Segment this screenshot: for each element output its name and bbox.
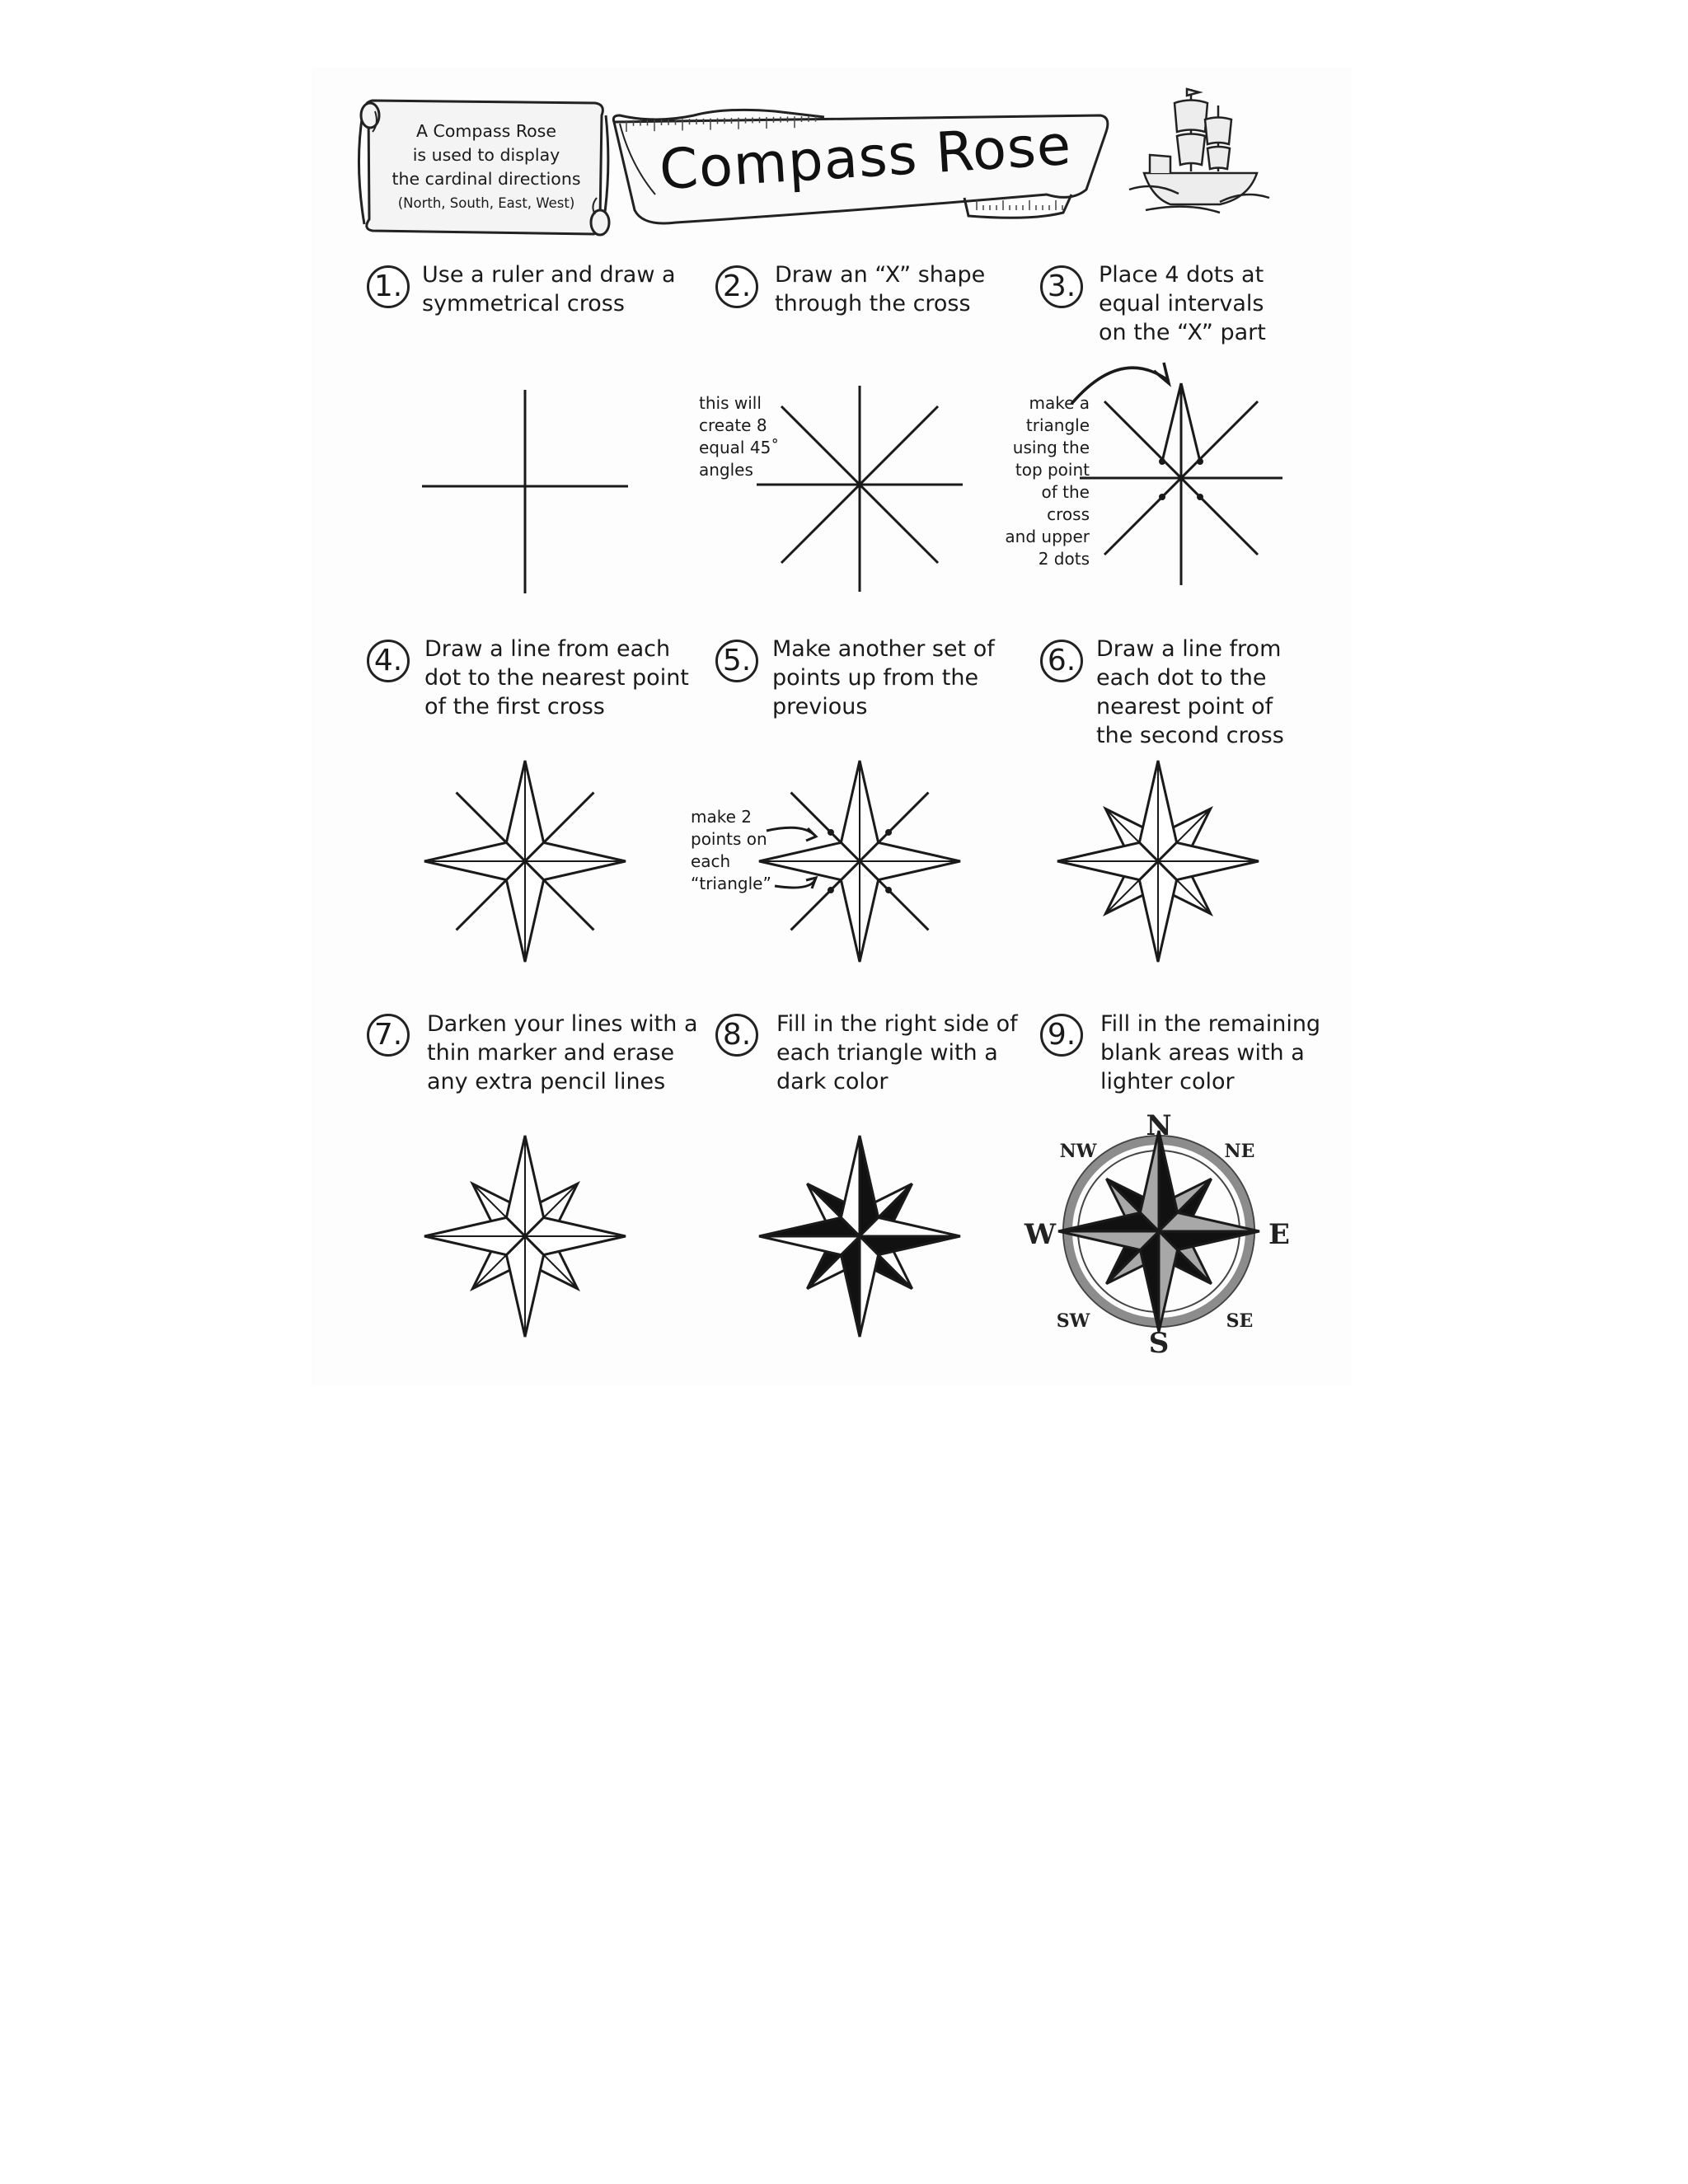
step-line: symmetrical cross [422,291,625,316]
direction-sw: SW [1056,1310,1090,1332]
note-line: create 8 [699,415,767,435]
step4-star [424,761,626,962]
direction-nw: NW [1059,1141,1097,1162]
step-line: Fill in the remaining [1100,1011,1321,1037]
direction-e: E [1268,1218,1290,1251]
step3-diagram [1071,363,1282,585]
note-line: top point [1015,460,1090,480]
step-line: on the “X” part [1099,320,1266,345]
note-line: 2 dots [1038,549,1090,569]
dot [885,887,892,893]
step5-star [759,761,960,962]
ship-icon [1129,89,1269,213]
step1-cross [422,390,628,593]
note-line: and upper [1005,527,1090,546]
step-number: 6. [1040,640,1083,682]
note-line: make 2 [691,807,752,827]
step-number: 9. [1040,1014,1083,1057]
dot [885,829,892,836]
dot [828,887,834,893]
note-line: cross [1047,504,1090,524]
step-text [422,260,676,318]
step-line: the second cross [1096,723,1284,748]
step-text [1096,635,1284,750]
point-right-half [759,1217,860,1236]
step-number: 4. [367,640,410,682]
step-line: Use a ruler and draw a [422,262,676,288]
note-line: angles [699,460,753,480]
note-line: this will [699,393,762,413]
step-line: Fill in the right side of [776,1011,1018,1037]
step5-note [691,806,771,895]
step-text [776,1010,1018,1096]
step-number: 3. [1040,265,1083,308]
step-text [775,260,985,318]
step-line: nearest point of [1096,694,1273,719]
step-line: lighter color [1100,1069,1235,1094]
point-left-half [860,1217,960,1236]
step-text [772,635,995,721]
step-line: through the cross [775,291,971,316]
step-text [1099,260,1266,347]
page-title: Compass Rose [657,112,1074,203]
direction-n: N [1146,1109,1172,1142]
scroll-line: the cardinal directions [392,169,581,189]
direction-ne: NE [1224,1141,1255,1162]
step-line: thin marker and erase [427,1040,675,1066]
step-line: Draw an “X” shape [775,262,986,288]
step6-star [1057,761,1259,962]
step-number: 8. [715,1014,758,1057]
note-line: “triangle” [691,874,771,893]
step-line: points up from the [772,665,979,691]
step-text [424,635,689,721]
scroll-line: A Compass Rose [416,121,556,141]
point-left-half [759,1236,860,1255]
note-line: make a [1029,393,1090,413]
step-line: each triangle with a [776,1040,998,1066]
step-line: any extra pencil lines [427,1069,666,1094]
note-line: each [691,851,731,871]
direction-se: SE [1226,1310,1254,1332]
scroll-caption [375,120,598,215]
step-line: Darken your lines with a [427,1011,698,1037]
direction-s: S [1148,1327,1170,1360]
step-number: 5. [715,640,758,682]
step-text [1100,1010,1320,1096]
note-line: equal 45˚ [699,438,780,457]
step-number: 7. [367,1014,410,1057]
step2-diagram [757,386,963,592]
direction-w: W [1024,1218,1057,1251]
step2-note [699,392,779,481]
step-line: equal intervals [1099,291,1264,316]
step-line: Draw a line from each [424,636,671,662]
step-line: dark color [776,1069,889,1094]
note-line: using the [1012,438,1090,457]
step-line: previous [772,694,868,719]
step-line: blank areas with a [1100,1040,1305,1066]
note-line: of the [1041,482,1090,502]
step7-star [424,1136,626,1337]
step-text [427,1010,698,1096]
step-line: Draw a line from [1096,636,1282,662]
note-line: triangle [1025,415,1090,435]
step-number: 2. [715,265,758,308]
step-line: Place 4 dots at [1099,262,1264,288]
step-number: 1. [367,265,410,308]
step-line: dot to the nearest point [424,665,689,691]
step-line: of the first cross [424,694,605,719]
note-line: points on [691,829,767,849]
step3-note [989,392,1090,570]
scroll-line: is used to display [412,145,560,165]
scroll-line: (North, South, East, West) [397,195,575,211]
step-line: Make another set of [772,636,995,662]
dot [828,829,834,836]
step-line: each dot to the [1096,665,1267,691]
point-left-half [860,1236,879,1337]
step8-star [759,1136,960,1337]
